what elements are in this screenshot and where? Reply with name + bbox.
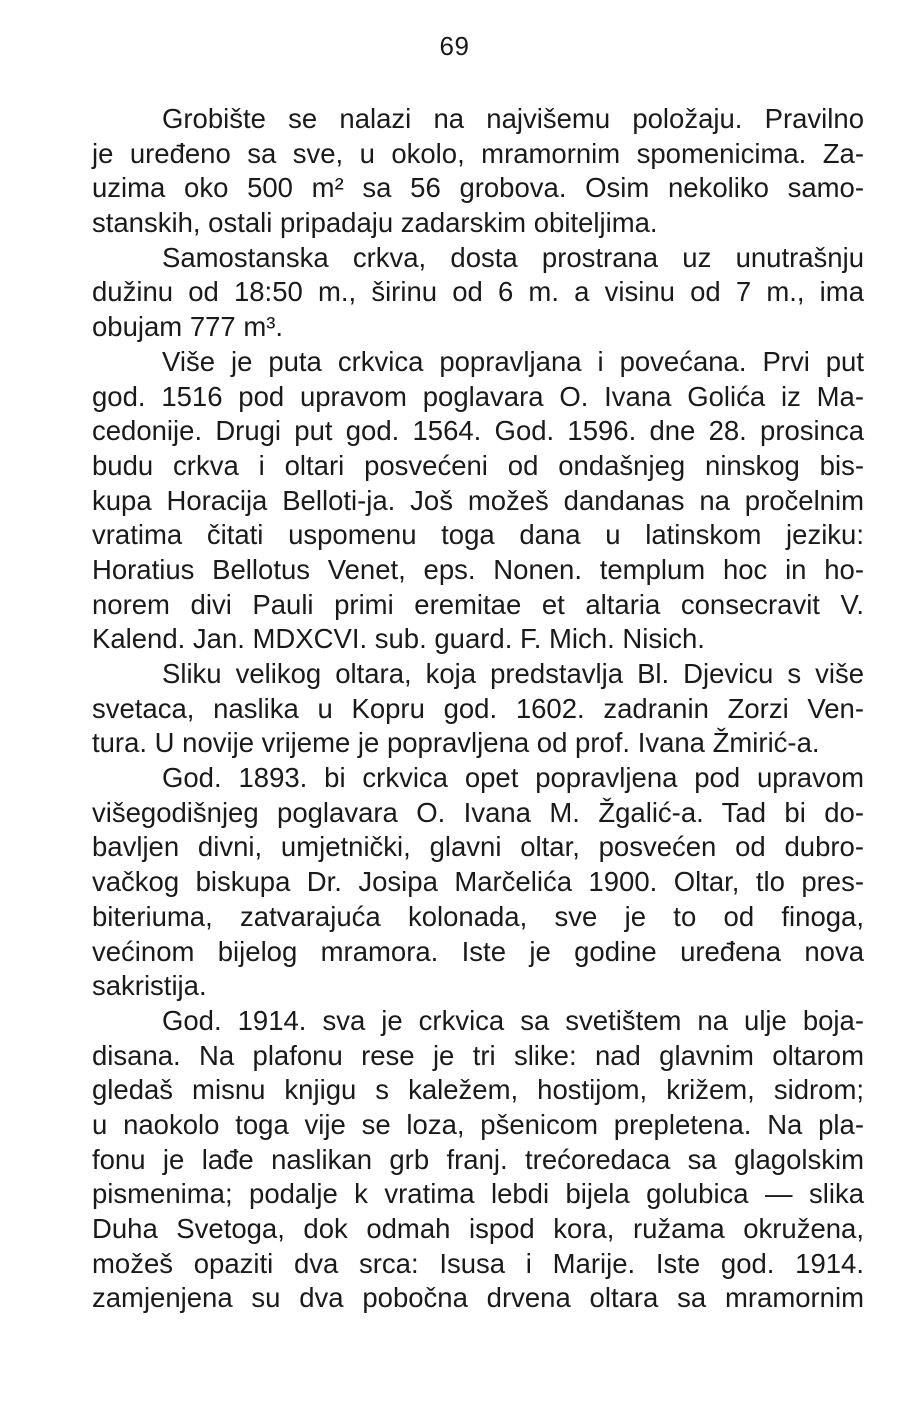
text-line: norem divi Pauli primi eremitae et altaria consecravit V. xyxy=(92,588,864,620)
text-line: biteriuma, zatvarajuća kolonada, sve je to od finoga, xyxy=(92,900,864,932)
text-line: Duha Svetoga, dok odmah ispod kora, ružama okružena, xyxy=(92,1213,864,1244)
text-line: Kalend. Jan. MDXCVI. sub. guard. F. Mich. Nisich. xyxy=(92,623,705,655)
text-line: Horatius Bellotus Venet, eps. Nonen. templum hoc in ho- xyxy=(92,553,864,585)
text-line: budu crkva i oltari posvećeni od ondašnjeg ninskog bis- xyxy=(92,449,864,481)
text-line: vačkog biskupa Dr. Josipa Marčelića 1900. Oltar, tlo pres- xyxy=(92,866,864,898)
text-line: Sliku velikog oltara, koja predstavlja Bl. Djevicu s više xyxy=(162,658,864,689)
text-line: God. 1893. bi crkvica opet popravljena pod upravom xyxy=(162,762,864,794)
text-line: vratima čitati uspomenu toga dana u latinskom jeziku: xyxy=(92,519,864,551)
text-line: obujam 777 m³. xyxy=(92,311,284,343)
text-line: dužinu od 18:50 m., širinu od 6 m. a visinu od 7 m., ima xyxy=(92,276,864,308)
page-number: 69 xyxy=(439,31,470,61)
text-line: kupa Horacija Belloti-ja. Još možeš dandanas na pročelnim xyxy=(92,484,864,516)
text-line: tura. U novije vrijeme je popravljena od prof. Ivana Žmirić-a. xyxy=(92,727,820,759)
text-line: sakristija. xyxy=(92,970,207,1002)
text-line: cedonije. Drugi put god. 1564. God. 1596. dne 28. prosinca xyxy=(92,415,864,447)
text-line: svetaca, naslika u Kopru god. 1602. zadranin Zorzi Ven- xyxy=(92,692,864,724)
text-line: god. 1516 pod upravom poglavara O. Ivana Golića iz Ma- xyxy=(92,380,864,412)
text-line: disana. Na plafonu rese je tri slike: nad glavnim oltarom xyxy=(92,1039,864,1071)
text-line: stanskih, ostali pripadaju zadarskim obiteljima. xyxy=(92,207,658,239)
text-line: u naokolo toga vije se loza, pšenicom prepletena. Na pla- xyxy=(92,1108,864,1140)
text-line: možeš opaziti dva srca: Isusa i Marije. Iste god. 1914. xyxy=(92,1247,864,1279)
text-line: Samostanska crkva, dosta prostrana uz unutrašnju xyxy=(162,241,864,273)
text-line: gledaš misnu knjigu s kaležem, hostijom, križem, sidrom; xyxy=(92,1074,864,1106)
text-line: Grobište se nalazi na najvišemu položaju. Pravilno xyxy=(162,103,864,134)
text-line: pismenima; podalje k vratima lebdi bijela golubica — slika xyxy=(92,1178,864,1210)
text-line: je uređeno sa sve, u okolo, mramornim spomenicima. Za- xyxy=(92,137,864,169)
text-line: zamjenjena su dva pobočna drvena oltara sa mramornim xyxy=(92,1282,864,1314)
text-line: većinom bijelog mramora. Iste je godine uređena nova xyxy=(92,935,864,967)
text-line: Više je puta crkvica popravljana i povećana. Prvi put xyxy=(162,345,864,377)
text-line: višegodišnjeg poglavara O. Ivana M. Žgalić-a. Tad bi do- xyxy=(92,796,864,828)
text-line: God. 1914. sva je crkvica sa svetištem na ulje boja- xyxy=(162,1004,864,1036)
text-line: bavljen divni, umjetnički, glavni oltar, posvećen od dubro- xyxy=(92,831,864,863)
text-line: fonu je lađe naslikan grb franj. trećoredaca sa glagolskim xyxy=(92,1143,864,1175)
body-text xyxy=(92,102,864,1316)
text-line: uzima oko 500 m² sa 56 grobova. Osim nekoliko samo- xyxy=(92,172,864,204)
